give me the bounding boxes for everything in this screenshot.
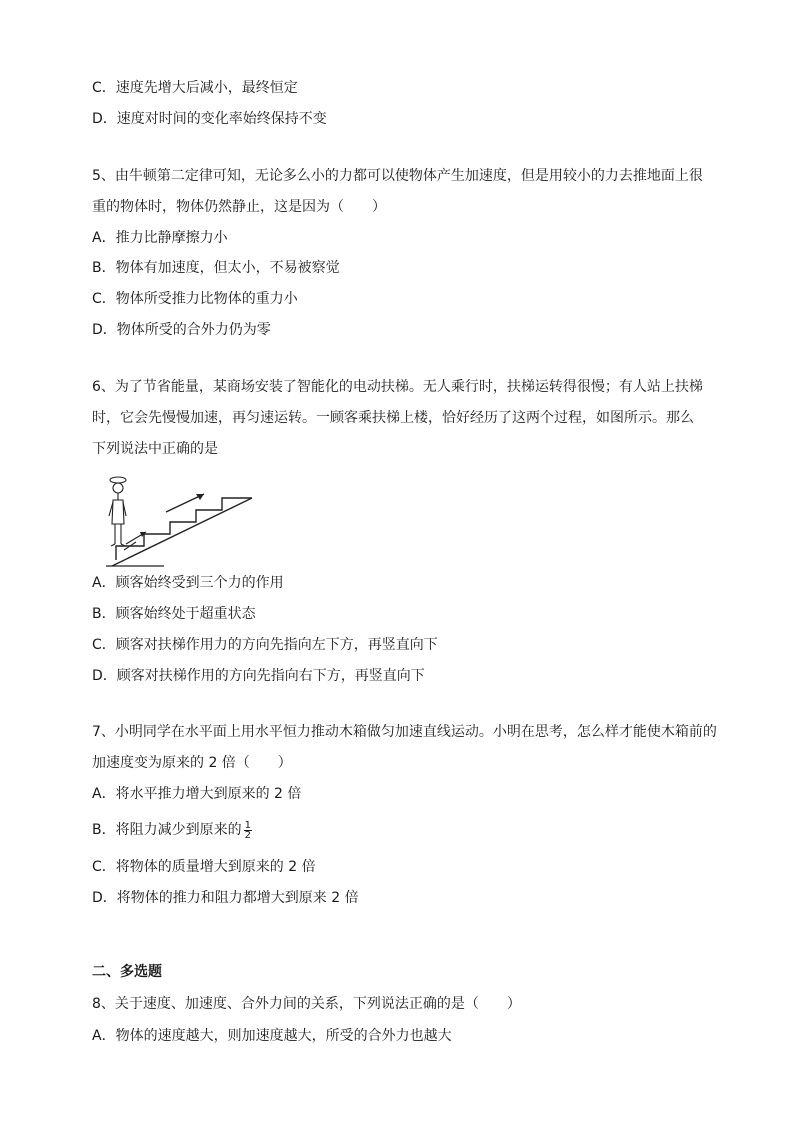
q4-option-d: D．速度对时间的变化率始终保持不变	[92, 111, 327, 127]
q5-option-c: C．物体所受推力比物体的重力小	[92, 291, 298, 307]
q5-option-a: A．推力比静摩擦力小	[92, 230, 228, 246]
q6-option-b: B．顾客始终处于超重状态	[92, 606, 256, 622]
q7-option-b	[92, 820, 252, 840]
escalator-figure	[104, 466, 258, 570]
q8-stem: 8、关于速度、加速度、合外力间的关系，下列说法正确的是（ ）	[92, 996, 521, 1012]
fraction-numerator: 1	[244, 819, 251, 831]
q8-option-a: A．物体的速度越大，则加速度越大，所受的合外力也越大	[92, 1028, 452, 1044]
q7-stem-line2: 加速度变为原来的 2 倍（ ）	[92, 755, 292, 771]
q5-stem-line1: 5、由牛顿第二定律可知，无论多么小的力都可以使物体产生加速度，但是用较小的力去推地面上很	[92, 168, 703, 184]
q5-stem-line2: 重的物体时，物体仍然静止，这是因为（ ）	[92, 199, 386, 215]
q6-option-a: A．顾客始终受到三个力的作用	[92, 575, 284, 591]
q7-option-b-text: B．将阻力减少到原来的	[92, 822, 242, 838]
q5-option-d: D．物体所受的合外力仍为零	[92, 322, 271, 338]
customer-figure	[109, 477, 126, 546]
q6-stem-line3: 下列说法中正确的是	[92, 441, 218, 457]
q6-stem-line1: 6、为了节省能量，某商场安装了智能化的电动扶梯。无人乘行时，扶梯运转得很慢；有人站上扶梯	[92, 379, 703, 395]
q7-option-a: A．将水平推力增大到原来的 2 倍	[92, 786, 302, 802]
fraction-one-half	[244, 821, 252, 840]
q4-option-c: C．速度先增大后减小，最终恒定	[92, 80, 298, 96]
q6-option-d: D．顾客对扶梯作用的方向先指向右下方，再竖直向下	[92, 668, 425, 684]
section-title-multiple-choice: 二、多选题	[92, 964, 162, 980]
q6-option-c: C．顾客对扶梯作用力的方向先指向左下方，再竖直向下	[92, 637, 438, 653]
q6-stem-line2: 时，它会先慢慢加速，再匀速运转。一顾客乘扶梯上楼，恰好经历了这两个过程，如图所示。那么	[92, 410, 694, 426]
escalator-incline	[112, 498, 252, 566]
q7-option-d: D．将物体的推力和阻力都增大到原来 2 倍	[92, 890, 359, 906]
q7-option-c: C．将物体的质量增大到原来的 2 倍	[92, 859, 316, 875]
fraction-denominator: 2	[244, 829, 251, 841]
q7-stem-line1: 7、小明同学在水平面上用水平恒力推动木箱做匀加速直线运动。小明在思考，怎么样才能使木箱前的	[92, 724, 717, 740]
q5-option-b: B．物体有加速度，但太小，不易被察觉	[92, 260, 340, 276]
